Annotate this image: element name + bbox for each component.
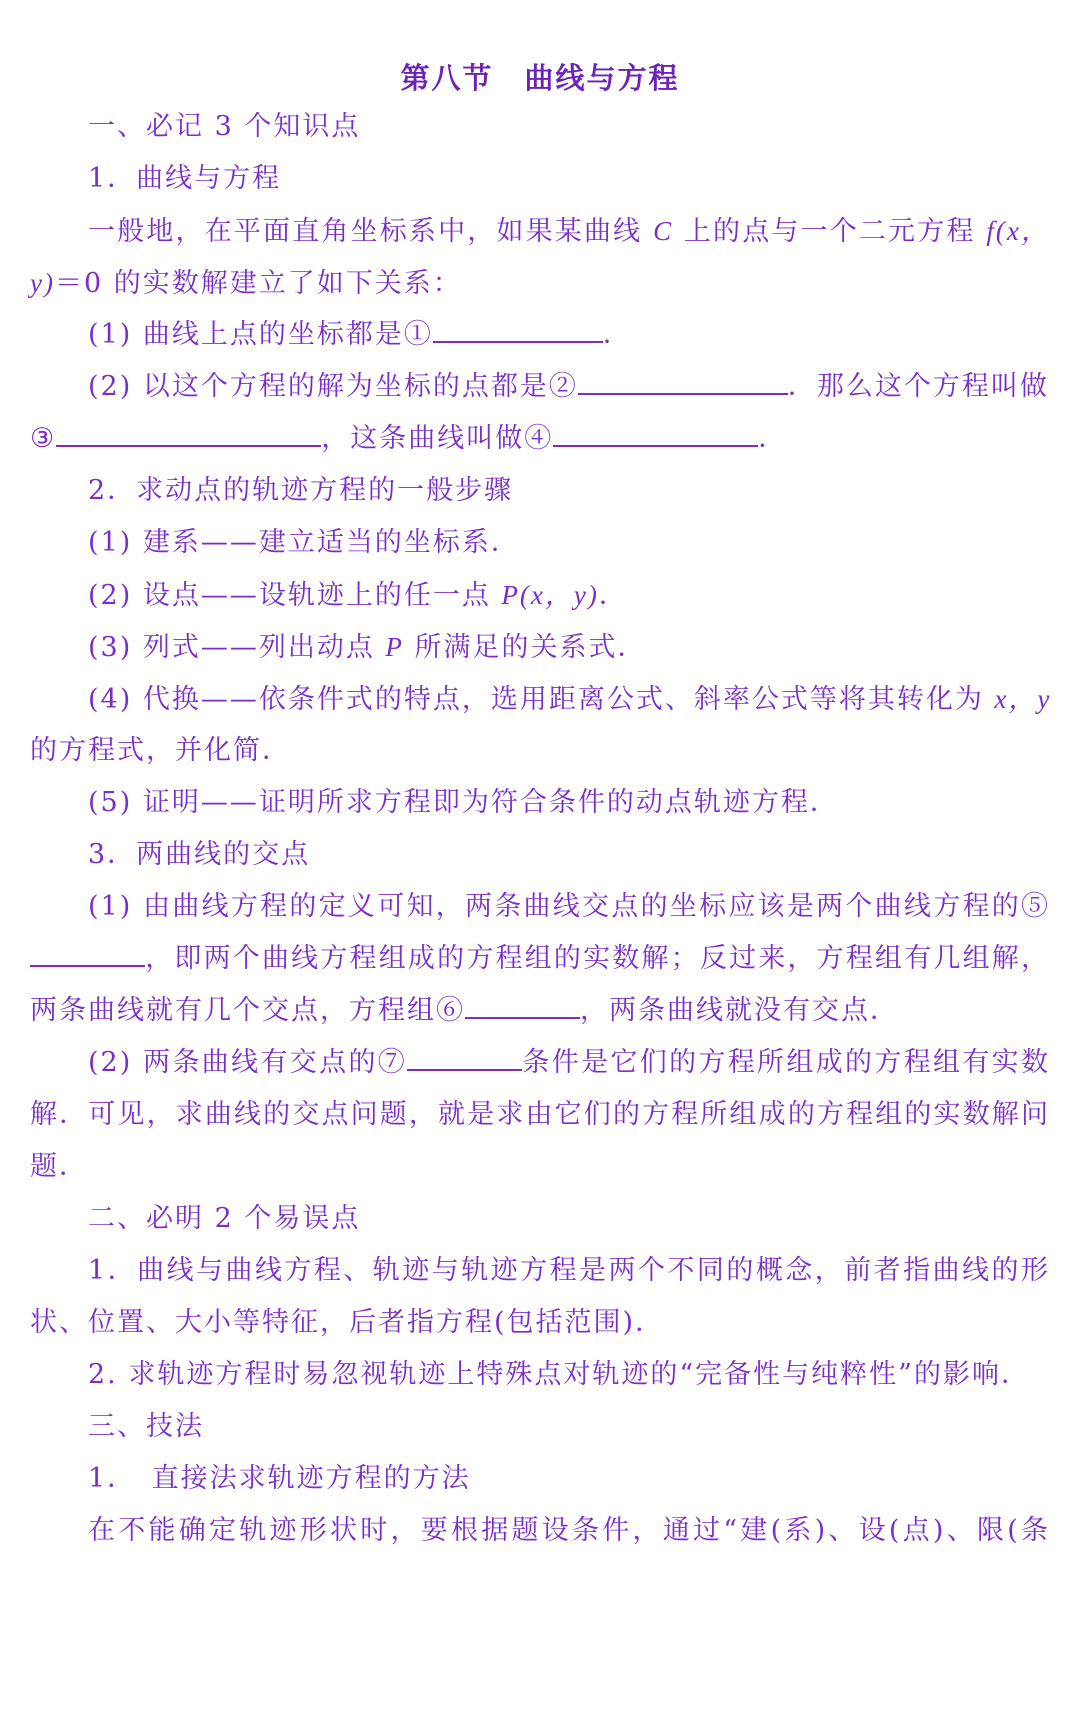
list-item xyxy=(88,627,1050,668)
subsection-title-4: 1． 直接法求轨迹方程的方法 xyxy=(88,1463,471,1494)
text-span: ． xyxy=(758,423,788,454)
text-span: ＝0 的实数解建立了如下关系： xyxy=(54,268,462,299)
math-variable: P xyxy=(385,632,404,662)
text-span: (4) 代换——依条件式的特点，选用距离公式、斜率公式等将其转化为 xyxy=(88,684,984,715)
text-span: 条件是它们的方程所组成的方程组有实数 xyxy=(522,1047,1051,1078)
paragraph-line xyxy=(88,211,1050,252)
list-item xyxy=(88,367,1050,407)
math-expression: x，y xyxy=(994,684,1052,714)
fill-in-blank-1[interactable] xyxy=(433,315,603,343)
text-span: ． xyxy=(602,319,632,350)
fill-in-blank-2[interactable] xyxy=(578,367,788,395)
math-expression: P(x，y) xyxy=(501,580,599,610)
math-expression: f(x， xyxy=(986,216,1050,246)
subsection-title-3: 3．两曲线的交点 xyxy=(88,839,311,870)
fill-in-blank-4[interactable] xyxy=(553,419,758,447)
list-item-continuation xyxy=(30,991,1050,1031)
text-span: (2) 以这个方程的解为坐标的点都是② xyxy=(88,371,578,402)
text-span: (2) 设点——设轨迹上的任一点 xyxy=(88,580,491,611)
text-span: ③ xyxy=(30,423,57,454)
text-span: 所满足的关系式． xyxy=(414,632,647,663)
text-span: ，两条曲线就没有交点． xyxy=(580,995,899,1026)
list-item xyxy=(88,679,1050,720)
fill-in-blank-3[interactable] xyxy=(56,419,321,447)
list-item-continuation xyxy=(30,939,1050,979)
text-span: 两条曲线就有几个交点，方程组⑥ xyxy=(30,995,465,1026)
list-item: 1．曲线与曲线方程、轨迹与轨迹方程是两个不同的概念，前者指曲线的形 xyxy=(88,1255,1050,1286)
fill-in-blank-5[interactable] xyxy=(30,939,145,967)
section-heading-3: 三、技法 xyxy=(88,1411,204,1442)
math-variable: C xyxy=(653,216,674,246)
list-item xyxy=(88,575,1050,616)
list-item-continuation: 状、位置、大小等特征，后者指方程(包括范围)． xyxy=(30,1307,665,1338)
text-span: ，即两个曲线方程组成的方程组的实数解；反过来，方程组有几组解， xyxy=(145,943,1050,974)
math-expression: y) xyxy=(30,268,55,298)
list-item: (1) 建系——建立适当的坐标系． xyxy=(88,527,520,558)
text-span: ．那么这个方程叫做 xyxy=(787,371,1049,402)
list-item xyxy=(88,1043,1050,1083)
paragraph-line xyxy=(30,263,1050,304)
list-item-continuation xyxy=(30,419,1050,459)
section-heading-1: 一、必记 3 个知识点 xyxy=(88,111,361,142)
list-item: (5) 证明——证明所求方程即为符合条件的动点轨迹方程． xyxy=(88,787,839,818)
paragraph-line: 在不能确定轨迹形状时，要根据题设条件，通过“建(系)、设(点)、限(条 xyxy=(88,1515,1050,1546)
list-item-continuation: 的方程式，并化简． xyxy=(30,735,291,766)
fill-in-blank-6[interactable] xyxy=(465,991,580,1019)
fill-in-blank-7[interactable] xyxy=(407,1043,522,1071)
list-item xyxy=(88,315,1050,355)
subsection-title-2: 2．求动点的轨迹方程的一般步骤 xyxy=(88,475,514,506)
list-item-continuation: 解．可见，求曲线的交点问题，就是求由它们的方程所组成的方程组的实数解问 xyxy=(30,1099,1050,1130)
text-span: (1) 曲线上点的坐标都是① xyxy=(88,319,433,350)
text-span: (3) 列式——列出动点 xyxy=(88,632,375,663)
text-span: ． xyxy=(598,580,628,611)
text-span: 上的点与一个二元方程 xyxy=(683,216,976,247)
list-item: 2. 求轨迹方程时易忽视轨迹上特殊点对轨迹的“完备性与纯粹性”的影响． xyxy=(88,1359,1030,1390)
text-span: (2) 两条曲线有交点的⑦ xyxy=(88,1047,408,1078)
list-item-continuation: 题． xyxy=(30,1151,88,1182)
section-heading-2: 二、必明 2 个易误点 xyxy=(88,1203,361,1234)
page-title: 第八节 曲线与方程 xyxy=(400,61,680,95)
text-span: ，这条曲线叫做④ xyxy=(321,423,554,454)
list-item: (1) 由曲线方程的定义可知，两条曲线交点的坐标应该是两个曲线方程的⑤ xyxy=(88,891,1050,922)
subsection-title-1: 1．曲线与方程 xyxy=(88,163,282,194)
text-span: 一般地，在平面直角坐标系中，如果某曲线 xyxy=(88,216,643,247)
